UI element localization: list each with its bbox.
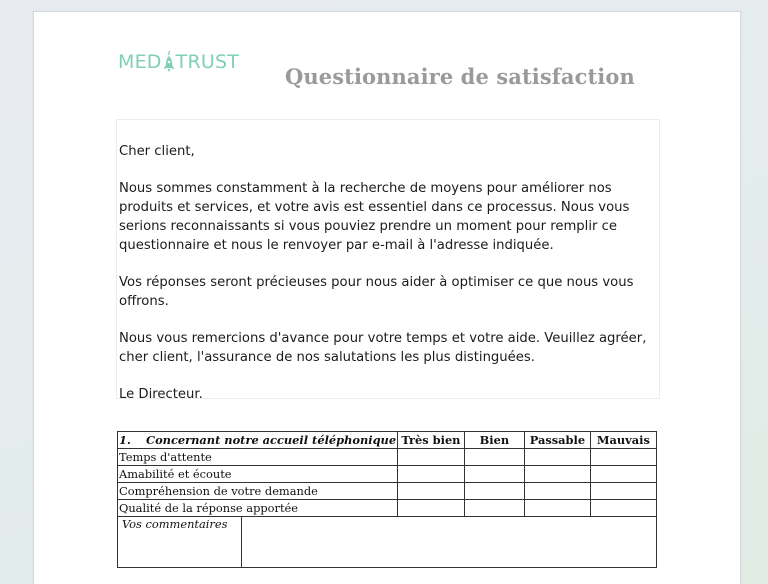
comments-row (118, 517, 657, 568)
row-label: Compréhension de votre demande (118, 483, 398, 500)
column-header-tres-bien: Très bien (398, 432, 465, 449)
document-page (33, 11, 741, 584)
logo-text-left: MED (118, 51, 162, 73)
table-header-row (118, 432, 657, 449)
rating-cell-mauvais[interactable] (590, 500, 656, 517)
satisfaction-table (117, 431, 657, 568)
rating-cell-bien[interactable] (464, 449, 524, 466)
column-header-passable: Passable (524, 432, 590, 449)
rating-cell-tres-bien[interactable] (398, 449, 465, 466)
rating-cell-tres-bien[interactable] (398, 466, 465, 483)
page-title: Questionnaire de satisfaction (285, 64, 635, 89)
row-label: Temps d'attente (118, 449, 398, 466)
table-row (118, 483, 657, 500)
rating-cell-tres-bien[interactable] (398, 500, 465, 517)
rating-cell-bien[interactable] (464, 466, 524, 483)
letter-paragraph: Nous vous remercions d'avance pour votre temps et votre aide. Veuillez agréer, cher client, l'assurance de nos salutations les plus distinguées. (119, 331, 647, 365)
column-header-bien: Bien (464, 432, 524, 449)
section-heading (118, 432, 398, 449)
comments-label: Vos commentaires (118, 517, 242, 567)
table-row (118, 449, 657, 466)
comments-cell (118, 517, 657, 568)
company-logo (118, 51, 239, 73)
section-title: Concernant notre accueil téléphonique (146, 433, 397, 447)
rating-cell-passable[interactable] (524, 466, 590, 483)
table-row (118, 466, 657, 483)
rocket-icon (163, 51, 175, 73)
rating-cell-bien[interactable] (464, 483, 524, 500)
comments-field[interactable] (242, 517, 656, 567)
rating-cell-tres-bien[interactable] (398, 483, 465, 500)
rating-cell-mauvais[interactable] (590, 466, 656, 483)
rating-cell-passable[interactable] (524, 483, 590, 500)
letter-greeting: Cher client, (119, 144, 195, 159)
row-label: Amabilité et écoute (118, 466, 398, 483)
column-header-mauvais: Mauvais (590, 432, 656, 449)
rating-cell-passable[interactable] (524, 449, 590, 466)
cover-letter (116, 119, 660, 402)
table-row (118, 500, 657, 517)
section-number: 1. (119, 433, 131, 447)
letter-signature: Le Directeur. (119, 387, 203, 402)
row-label: Qualité de la réponse apportée (118, 500, 398, 517)
letter-paragraph: Nous sommes constamment à la recherche de moyens pour améliorer nos produits et services, et votre avis est essentiel dans ce processus. Nous vous serions reconnaissants si vous pouviez prendre un moment pour remplir ce questionnaire et nous le renvoyer par e-mail à l'adresse indiquée. (119, 181, 630, 253)
rating-cell-mauvais[interactable] (590, 483, 656, 500)
logo-text-right: TRUST (175, 51, 240, 73)
rating-cell-passable[interactable] (524, 500, 590, 517)
rating-cell-mauvais[interactable] (590, 449, 656, 466)
letter-paragraph: Vos réponses seront précieuses pour nous aider à optimiser ce que nous vous offrons. (119, 275, 634, 309)
rating-cell-bien[interactable] (464, 500, 524, 517)
